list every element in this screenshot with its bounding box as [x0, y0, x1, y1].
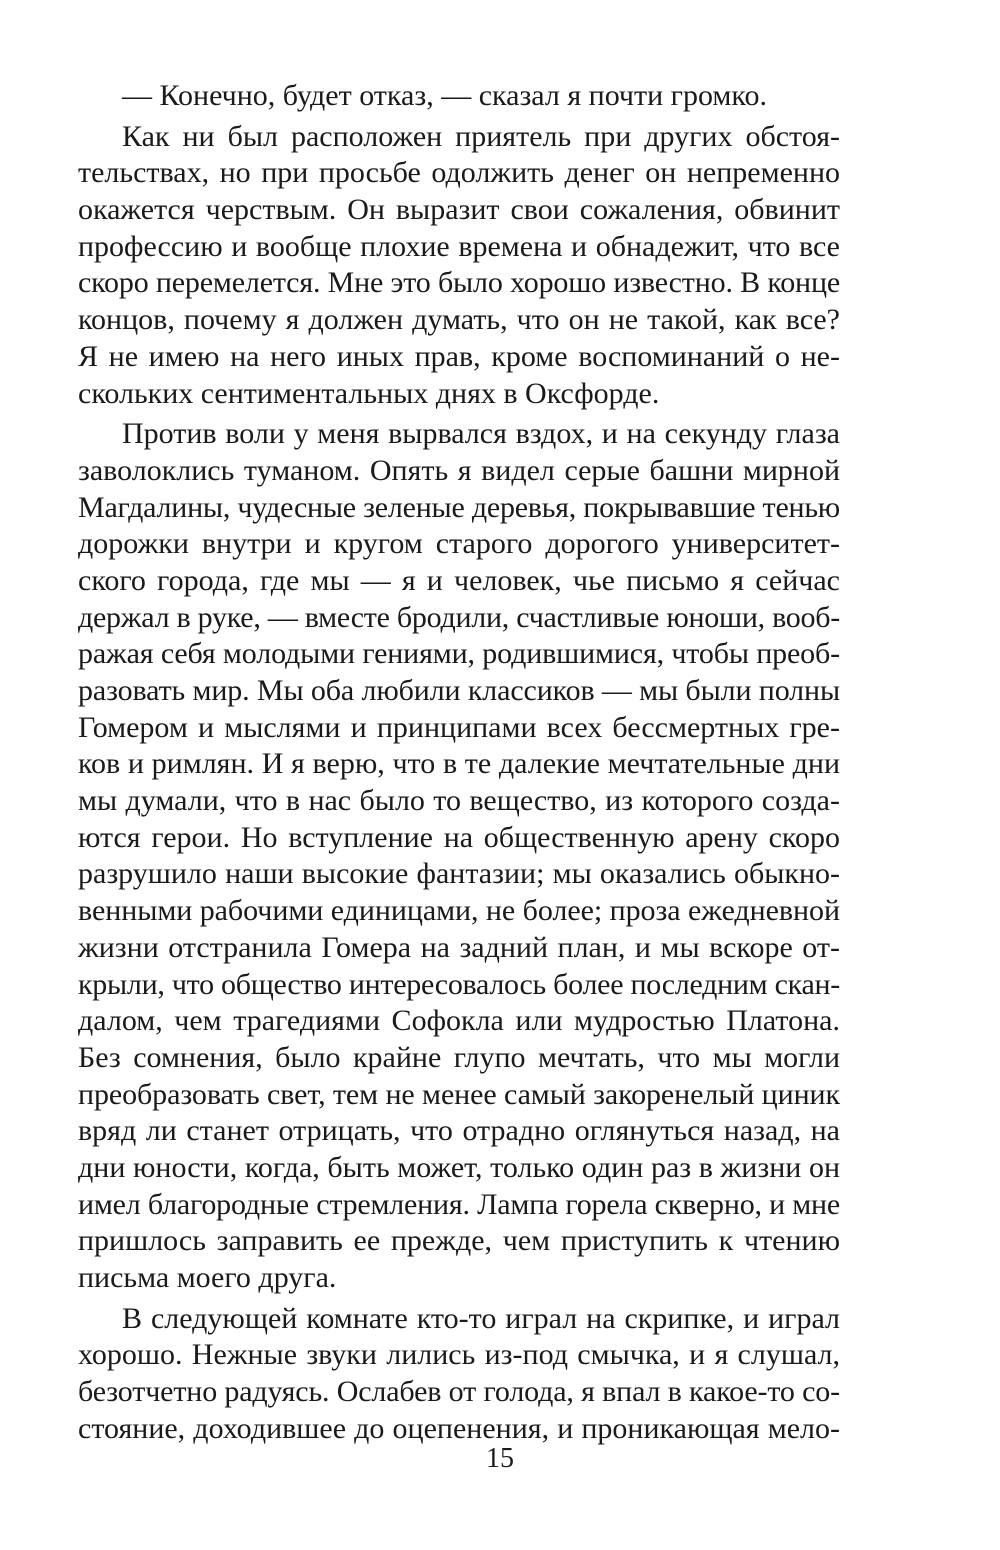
- text-line: заволоклись туманом. Опять я видел серые башни мирной: [78, 453, 840, 487]
- book-page-text: [78, 78, 840, 1451]
- text-line: мы думали, что в нас было то вещество, из которого созда-: [78, 784, 840, 818]
- text-line: преобразовать свет, тем не менее самый закоренелый циник: [78, 1077, 840, 1111]
- text-line: разовать мир. Мы оба любили классиков — мы были полны: [78, 674, 840, 707]
- text-line: дорожки внутри и кругом старого дорогого университет-: [78, 527, 840, 561]
- text-line: ского города, где мы — я и человек, чье письмо я сейчас: [78, 563, 840, 597]
- text-line: хорошо. Нежные звуки лились из-под смычка, и я слушал,: [78, 1338, 840, 1372]
- text-line: Как ни был расположен приятель при других обстоя-: [122, 119, 840, 153]
- text-line: пришлось заправить ее прежде, чем приступить к чтению: [78, 1224, 840, 1258]
- text-line: венными рабочими единицами, не более; проза ежедневной: [78, 894, 840, 928]
- paragraph-4: [78, 1301, 840, 1448]
- text-line: скоро перемелется. Мне это было хорошо известно. В конце: [78, 266, 840, 300]
- text-line: окажется черствым. Он выразит свои сожаления, обвинит: [78, 193, 840, 227]
- text-line: далом, чем трагедиями Софокла или мудростью Платона.: [78, 1004, 840, 1038]
- page-number: 15: [486, 1443, 514, 1474]
- text-line: безотчетно радуясь. Ослабев от голода, я впал в какое-то со-: [78, 1375, 840, 1409]
- text-line: Магдалины, чудесные зеленые деревья, покрывавшие тенью: [78, 490, 840, 524]
- text-line: ются герои. Но вступление на общественную арену скоро: [78, 820, 840, 854]
- text-line: Без сомнения, было крайне глупо мечтать, что мы могли: [78, 1040, 840, 1074]
- text-line: ков и римлян. И я верю, что в те далекие мечтательные дни: [78, 747, 840, 781]
- text-line: стояние, доходившее до оцепенения, и проникающая мело-: [78, 1411, 840, 1445]
- text-line: Против воли у меня вырвался вздох, и на секунду глаза: [122, 417, 840, 451]
- text-line: дни юности, когда, быть может, только один раз в жизни он: [78, 1150, 840, 1184]
- text-line: тельствах, но при просьбе одолжить денег он непременно: [78, 156, 840, 190]
- text-line: скольких сентиментальных днях в Оксфорде.: [78, 376, 660, 410]
- text-line: держал в руке, — вместе бродили, счастливые юноши, вооб-: [78, 600, 840, 634]
- text-line: жизни отстранила Гомера на задний план, и мы вскоре от-: [78, 930, 840, 964]
- paragraph-3: [78, 416, 840, 1297]
- text-line: письма моего друга.: [78, 1261, 337, 1294]
- text-line: крыли, что общество интересовалось более последним скан-: [78, 967, 840, 1001]
- text-line: имел благородные стремления. Лампа горела скверно, и мне: [78, 1187, 840, 1221]
- paragraph-1: [78, 78, 840, 115]
- text-line: ражая себя молодыми гениями, родившимися, чтобы преоб-: [78, 637, 840, 671]
- text-line: концов, почему я должен думать, что он не такой, как все?: [78, 303, 840, 337]
- text-line: Я не имею на него иных прав, кроме воспоминаний о не-: [78, 339, 840, 373]
- text-line: Гомером и мыслями и принципами всех бессмертных гре-: [78, 710, 840, 744]
- text-line: вряд ли станет отрицать, что отрадно оглянуться назад, на: [78, 1114, 840, 1148]
- paragraph-2: [78, 119, 840, 413]
- text-line: В следующей комнате кто-то играл на скрипке, и играл: [122, 1301, 840, 1335]
- text-line: разрушило наши высокие фантазии; мы оказались обыкно-: [78, 857, 840, 891]
- text-line: — Конечно, будет отказ, — сказал я почти громко.: [122, 79, 767, 112]
- text-line: профессию и вообще плохие времена и обнадежит, что все: [78, 229, 840, 263]
